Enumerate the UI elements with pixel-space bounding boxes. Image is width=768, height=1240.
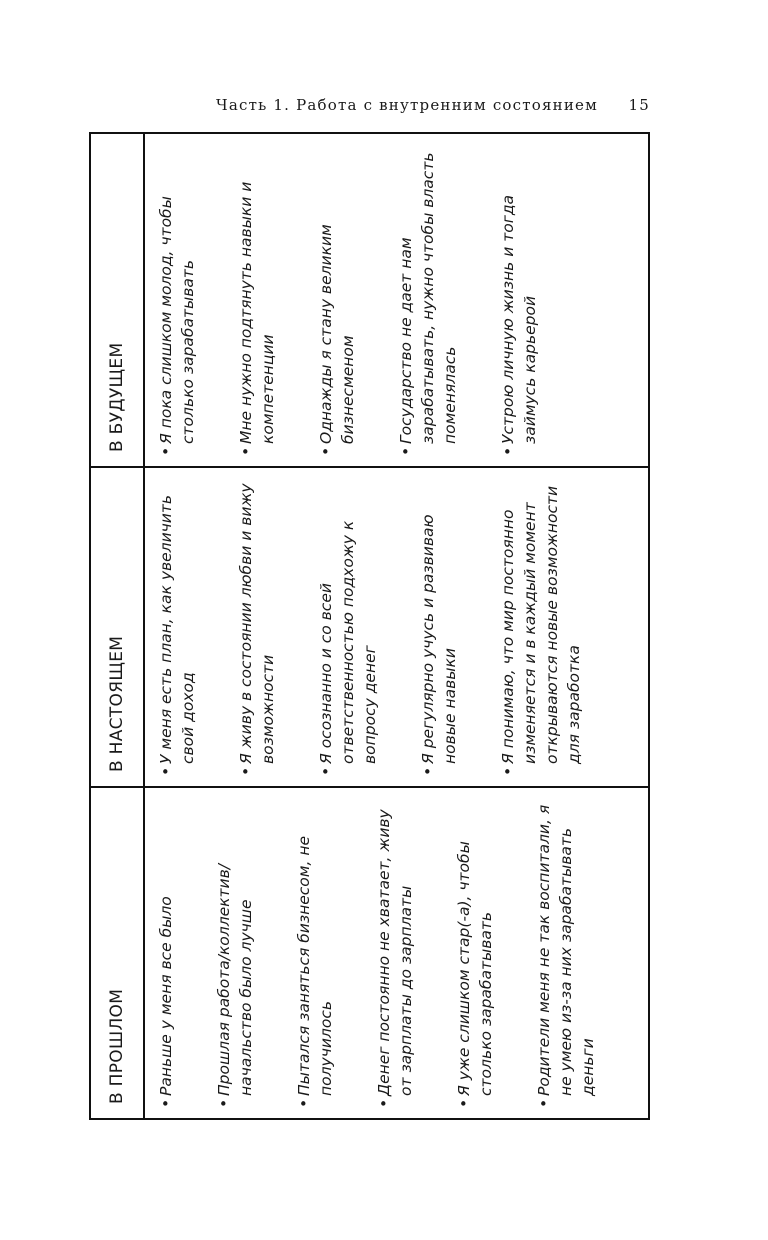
list-item: [155, 146, 199, 456]
future-item-2: Мне нужно подтянуть навыки и компетенции: [237, 181, 277, 444]
future-item-5: Устрою личную жизнь и тогда займусь карьерой: [499, 194, 539, 444]
bullet-icon: •: [419, 766, 437, 776]
list-item: [417, 480, 461, 776]
table-body-row: [145, 134, 648, 1118]
bullet-icon: •: [455, 1098, 473, 1108]
page-number: 15: [628, 96, 650, 114]
list-item: [453, 800, 497, 1108]
running-head-title: Часть 1. Работа с внутренним состоянием: [216, 96, 598, 114]
bullet-icon: •: [317, 766, 335, 776]
column-present: [145, 466, 648, 786]
list-item: [395, 146, 461, 456]
bullet-icon: •: [535, 1098, 553, 1108]
list-item: [497, 480, 585, 776]
bullet-icon: •: [499, 446, 517, 456]
past-item-5: Я уже слишком стар(-а), чтобы столько зарабатывать: [455, 841, 495, 1096]
future-item-4: Государство не дает нам зарабатывать, нужно чтобы власть поменялась: [397, 152, 459, 444]
bullet-icon: •: [397, 446, 415, 456]
present-item-5: Я понимаю, что мир постоянно изменяется и в каждый момент открываются новые возможности для заработка: [499, 485, 583, 764]
future-item-3: Однажды я стану великим бизнесменом: [317, 224, 357, 444]
table-header-row: [91, 134, 145, 1118]
past-item-1: Раньше у меня все было: [157, 896, 175, 1096]
bullet-icon: •: [295, 1098, 313, 1108]
bullet-icon: •: [157, 1098, 175, 1108]
list-item: [315, 480, 381, 776]
beliefs-table-rotated: [91, 134, 648, 1118]
list-item: [213, 800, 257, 1108]
bullet-icon: •: [375, 1098, 393, 1108]
bullet-icon: •: [237, 766, 255, 776]
bullet-icon: •: [157, 446, 175, 456]
present-item-1: У меня есть план, как увеличить свой доход: [157, 494, 197, 764]
list-item: [235, 146, 279, 456]
list-item: [293, 800, 337, 1108]
header-future: В БУДУЩЕМ: [107, 342, 127, 452]
past-item-2: Прошлая работа/коллектив/начальство было лучше: [215, 864, 255, 1096]
past-item-3: Пытался заняться бизнесом, не получилось: [295, 835, 335, 1096]
beliefs-table: [89, 132, 650, 1120]
past-item-4: Денег постоянно не хватает, живу от зарплаты до зарплаты: [375, 809, 415, 1096]
header-present: В НАСТОЯЩЕМ: [91, 466, 143, 786]
header-past: В ПРОШЛОМ: [91, 786, 143, 1118]
bullet-icon: •: [157, 766, 175, 776]
bullet-icon: •: [215, 1098, 233, 1108]
list-item: [533, 800, 599, 1108]
list-item: [155, 480, 199, 776]
list-item: [235, 480, 279, 776]
past-item-6: Родители меня не так воспитали, я не умею из-за них зарабатывать деньги: [535, 804, 597, 1096]
present-item-2: Я живу в состоянии любви и вижу возможности: [237, 483, 277, 764]
present-item-4: Я регулярно учусь и развиваю новые навыки: [419, 514, 459, 764]
running-head: [90, 96, 650, 118]
future-item-1: Я пока слишком молод, чтобы столько зарабатывать: [157, 196, 197, 444]
bullet-icon: •: [237, 446, 255, 456]
list-item: [497, 146, 541, 456]
list-item: [373, 800, 417, 1108]
bullet-icon: •: [317, 446, 335, 456]
column-past: [145, 786, 648, 1118]
bullet-icon: •: [499, 766, 517, 776]
column-future: [145, 134, 648, 466]
list-item: [155, 800, 177, 1108]
list-item: [315, 146, 359, 456]
present-item-3: Я осознанно и со всей ответственностью подхожу к вопросу денег: [317, 520, 379, 764]
